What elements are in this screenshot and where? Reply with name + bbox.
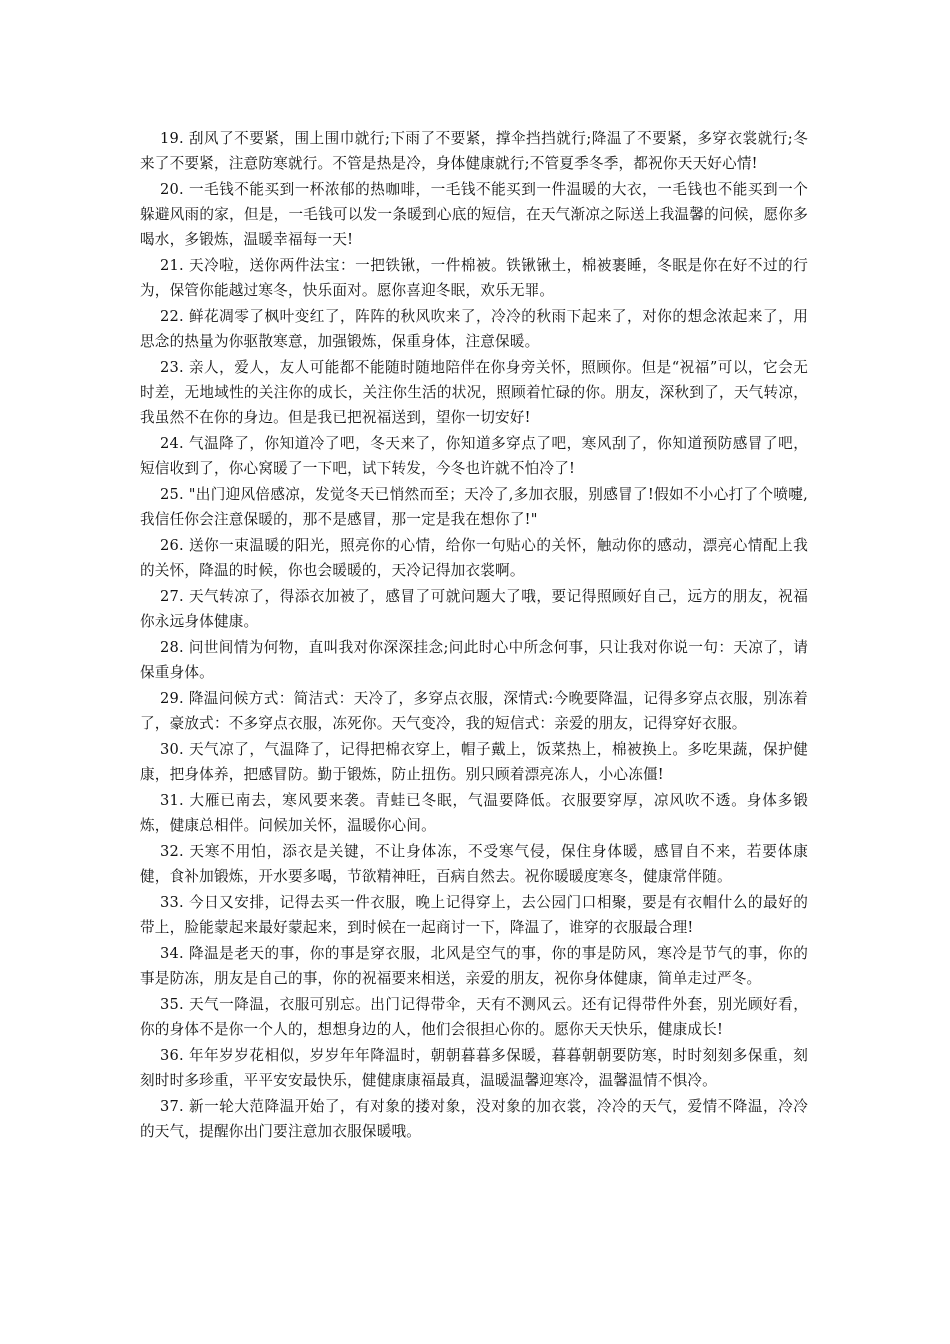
paragraph-23: 23. 亲人，爱人，友人可能都不能随时随地陪伴在你身旁关怀，照顾你。但是“祝福”可以，它会无时差，无地域性的关注你的成长，关注你生活的状况，照顾着忙碌的你。朋友，深秋到了，天气转凉，我虽然不在你的身边。但是我已把祝福送到，望你一切安好! bbox=[140, 359, 808, 426]
paragraph-31: 31. 大雁已南去，寒风要来袭。青蛙已冬眠，气温要降低。衣服要穿厚，凉风吹不透。身体多锻炼，健康总相伴。问候加关怀，温暖你心间。 bbox=[140, 792, 808, 834]
paragraph-35: 35. 天气一降温，衣服可别忘。出门记得带伞，天有不测风云。还有记得带件外套，别光顾好看，你的身体不是你一个人的，想想身边的人，他们会很担心你的。愿你天天快乐，健康成长! bbox=[140, 996, 808, 1038]
paragraph-29: 29. 降温问候方式：简洁式：天冷了，多穿点衣服，深情式:今晚要降温，记得多穿点衣服，别冻着了，豪放式：不多穿点衣服，冻死你。天气变冷，我的短信式：亲爱的朋友，记得穿好衣服。 bbox=[140, 690, 808, 732]
paragraph-32: 32. 天寒不用怕，添衣是关键，不让身体冻，不受寒气侵，保住身体暖，感冒自不来，若要体康健，食补加锻炼，开水要多喝，节欲精神旺，百病自然去。祝你暖暖度寒冬，健康常伴随。 bbox=[140, 843, 808, 885]
paragraph-24: 24. 气温降了，你知道冷了吧，冬天来了，你知道多穿点了吧，寒风刮了，你知道预防感冒了吧，短信收到了，你心窝暖了一下吧，试下转发，今冬也许就不怕冷了! bbox=[140, 435, 808, 477]
paragraph-25: 25. "出门迎风倍感凉，发觉冬天已悄然而至；天冷了,多加衣服，别感冒了!假如不小心打了个喷嚏,我信任你会注意保暖的，那不是感冒，那一定是我在想你了!" bbox=[140, 486, 808, 528]
paragraph-37: 37. 新一轮大范降温开始了，有对象的搂对象，没对象的加衣裳，冷冷的天气，爱情不降温，冷冷的天气，提醒你出门要注意加衣服保暖哦。 bbox=[140, 1098, 808, 1140]
paragraph-19: 19. 刮风了不要紧，围上围巾就行;下雨了不要紧，撑伞挡挡就行;降温了不要紧，多穿衣裳就行;冬来了不要紧，注意防寒就行。不管是热是冷，身体健康就行;不管夏季冬季，都祝你天天好心情! bbox=[140, 130, 808, 172]
paragraph-20: 20. 一毛钱不能买到一杯浓郁的热咖啡，一毛钱不能买到一件温暖的大衣，一毛钱也不能买到一个躲避风雨的家，但是，一毛钱可以发一条暖到心底的短信，在天气渐凉之际送上我温馨的问候，愿你多喝水，多锻炼，温暖幸福每一天! bbox=[140, 181, 808, 248]
paragraph-22: 22. 鲜花凋零了枫叶变红了，阵阵的秋风吹来了，冷冷的秋雨下起来了，对你的想念浓起来了，用思念的热量为你驱散寒意，加强锻炼，保重身体，注意保暖。 bbox=[140, 308, 808, 350]
paragraph-30: 30. 天气凉了，气温降了，记得把棉衣穿上，帽子戴上，饭菜热上，棉被换上。多吃果蔬，保护健康，把身体养，把感冒防。勤于锻炼，防止扭伤。别只顾着漂亮冻人，小心冻僵! bbox=[140, 741, 808, 783]
paragraph-27: 27. 天气转凉了，得添衣加被了，感冒了可就问题大了哦，要记得照顾好自己，远方的朋友，祝福你永远身体健康。 bbox=[140, 588, 808, 630]
paragraph-26: 26. 送你一束温暖的阳光，照亮你的心情，给你一句贴心的关怀，触动你的感动，漂亮心情配上我的关怀，降温的时候，你也会暖暖的，天冷记得加衣裳啊。 bbox=[140, 537, 808, 579]
paragraph-33: 33. 今日又安排，记得去买一件衣服，晚上记得穿上，去公园门口相聚，要是有衣帽什么的最好的带上，脸能蒙起来最好蒙起来，到时候在一起商讨一下，降温了，谁穿的衣服最合理! bbox=[140, 894, 808, 936]
document-page bbox=[140, 126, 808, 1145]
paragraph-34: 34. 降温是老天的事，你的事是穿衣服，北风是空气的事，你的事是防风，寒冷是节气的事，你的事是防冻，朋友是自己的事，你的祝福要来相送，亲爱的朋友，祝你身体健康，简单走过严冬。 bbox=[140, 945, 808, 987]
paragraph-28: 28. 问世间情为何物，直叫我对你深深挂念;问此时心中所念何事，只让我对你说一句：天凉了，请保重身体。 bbox=[140, 639, 808, 681]
paragraph-21: 21. 天冷啦，送你两件法宝：一把铁锹，一件棉被。铁锹锹土，棉被裹睡，冬眠是你在好不过的行为，保管你能越过寒冬，快乐面对。愿你喜迎冬眠，欢乐无罪。 bbox=[140, 257, 808, 299]
paragraph-36: 36. 年年岁岁花相似，岁岁年年降温时，朝朝暮暮多保暖，暮暮朝朝要防寒，时时刻刻多保重，刻刻时时多珍重，平平安安最快乐，健健康康福最真，温暖温馨迎寒冷，温馨温情不惧冷。 bbox=[140, 1047, 808, 1089]
